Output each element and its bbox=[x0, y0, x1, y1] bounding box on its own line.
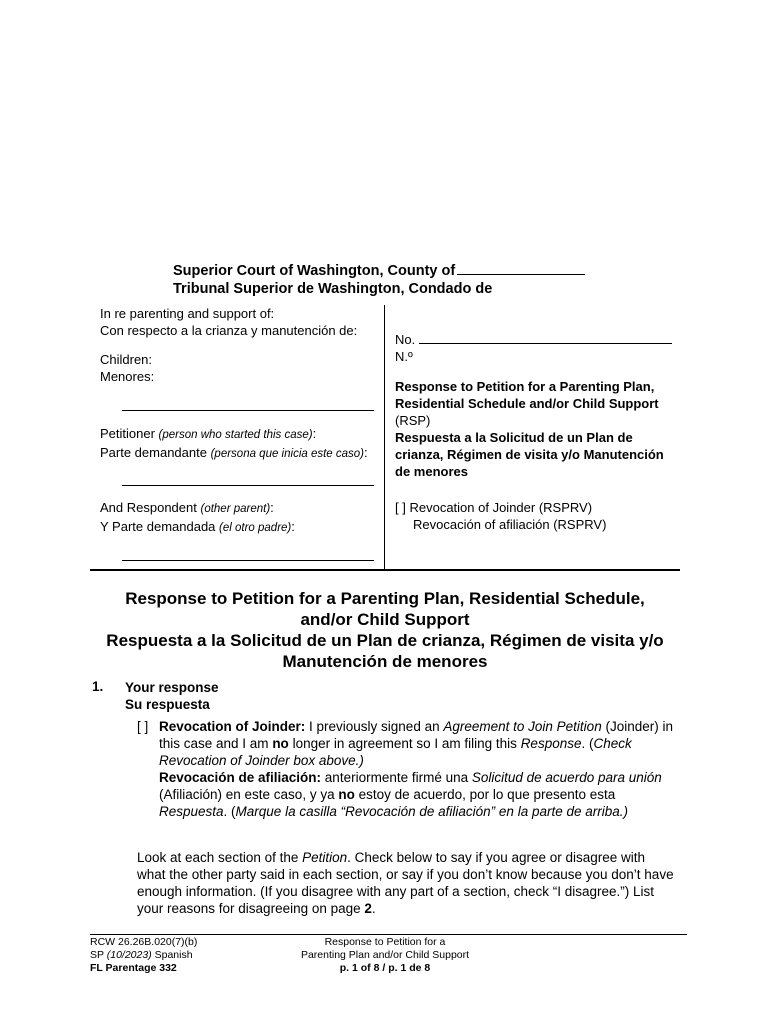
section-title: Your response Su respuesta bbox=[125, 680, 219, 712]
respondent-name-line bbox=[122, 560, 374, 561]
children-label-es: Menores: bbox=[100, 369, 155, 384]
county-blank bbox=[457, 262, 585, 275]
case-no-label-es: N.º bbox=[395, 349, 413, 364]
court-name-en: Superior Court of Washington, County of bbox=[173, 263, 456, 279]
section-number: 1. bbox=[92, 679, 104, 694]
caption-divider bbox=[384, 305, 385, 571]
footer-form-id: FL Parentage 332 bbox=[90, 962, 177, 974]
revocation-text-es: Revocación de afiliación: anteriormente firmé una Solicitud de acuerdo para unión (Afiliación) en este caso, y ya no estoy de acuerdo, por lo que presento esta Respuesta. (Marque la casilla “Revocación de afiliación” en la parte de arriba.) bbox=[159, 770, 662, 819]
revocation-option bbox=[137, 718, 677, 820]
in-re-en: In re parenting and support of: bbox=[100, 306, 275, 321]
revocation-checkbox[interactable]: [ ] bbox=[395, 500, 406, 515]
court-header bbox=[173, 262, 585, 298]
in-re-es: Con respecto a la crianza y manutención de: bbox=[100, 323, 358, 338]
footer-sp: SP (10/2023) Spanish bbox=[90, 949, 193, 961]
case-no-label: No. bbox=[395, 332, 416, 347]
form-code: (RSP) bbox=[395, 413, 431, 428]
caption-parties bbox=[100, 305, 357, 385]
instructions-paragraph: Look at each section of the Petition. Check below to say if you agree or disagree with what the other party said in each section, or say if you don’t know because you don’t have enough information. (If you disagree with any part of a section, check “I disagree.”) List your reasons for disagreeing on page 2. bbox=[137, 850, 674, 916]
caption-bottom-rule bbox=[90, 569, 680, 571]
court-name-es: Tribunal Superior de Washington, Condado de bbox=[173, 281, 493, 297]
revocation-label-en: Revocation of Joinder (RSPRV) bbox=[409, 500, 593, 515]
page-number: p. 1 of 8 / p. 1 de 8 bbox=[339, 962, 431, 974]
petitioner-label: Petitioner (person who started this case): Parte demandante (persona que inicia este caso): bbox=[100, 426, 368, 460]
footer-center: Response to Petition for a Parenting Plan and/or Child Support p. 1 of 8 / p. 1 de 8 bbox=[285, 936, 485, 975]
respondent-label: And Respondent (other parent): Y Parte demandada (el otro padre): bbox=[100, 500, 295, 534]
revocation-text-en: Revocation of Joinder: I previously signed an Agreement to Join Petition (Joinder) in this case and I am no longer in agreement so I am filing this Response. (Check Revocation of Joinder box above.) bbox=[159, 719, 673, 768]
revocation-option-checkbox[interactable]: [ ] bbox=[137, 719, 149, 734]
footer-rule bbox=[90, 934, 687, 935]
footer-rcw: RCW 26.26B.020(7)(b) bbox=[90, 936, 198, 948]
form-title-es: Respuesta a la Solicitud de un Plan de crianza, Régimen de visita y/o Manutención de menores bbox=[395, 430, 664, 479]
document-title: Response to Petition for a Parenting Plan, Residential Schedule, and/or Child Support Respuesta a la Solicitud de un Plan de crianza, Régimen de visita y/o Manutención de menores bbox=[106, 589, 664, 671]
petitioner-name-line bbox=[122, 485, 374, 486]
case-number-field[interactable] bbox=[419, 331, 672, 344]
children-name-line bbox=[122, 410, 374, 411]
footer-left bbox=[90, 936, 197, 975]
caption-case-info bbox=[395, 331, 680, 533]
form-title-en: Response to Petition for a Parenting Plan, Residential Schedule and/or Child Support bbox=[395, 379, 659, 411]
revocation-label-es: Revocación of afiliación (RSPRV) bbox=[413, 517, 607, 532]
children-label-en: Children: bbox=[100, 352, 153, 367]
